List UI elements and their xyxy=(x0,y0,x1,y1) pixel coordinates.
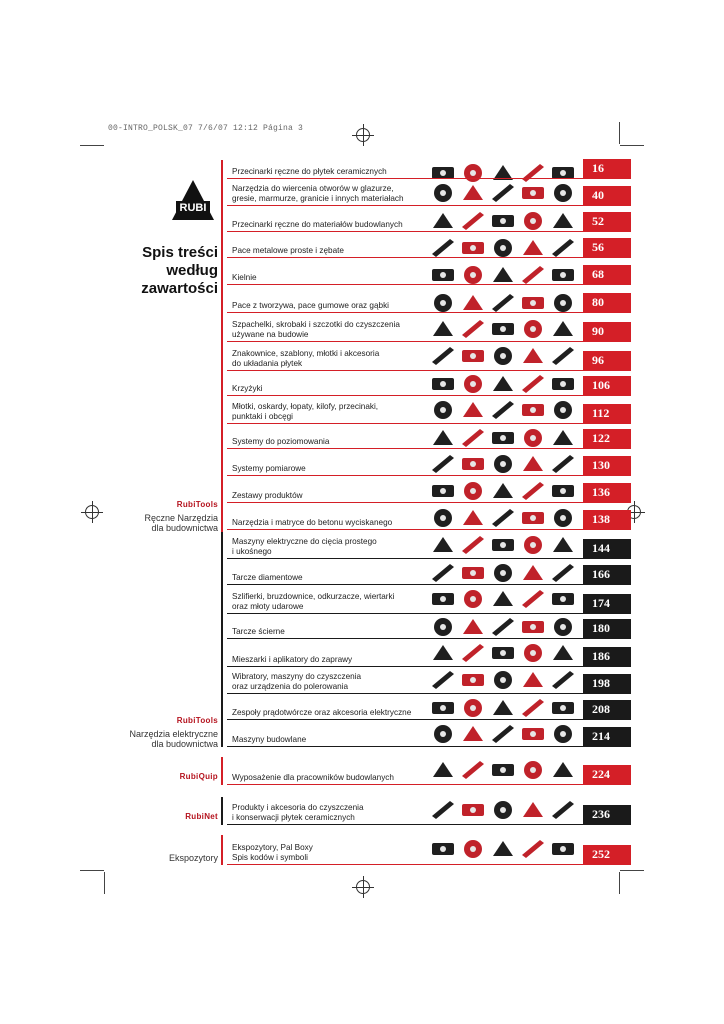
toc-entry-title: Ekspozytory, Pal Boxy Spis kodów i symboli xyxy=(232,843,313,862)
product-thumbnail-icon xyxy=(519,695,547,721)
brand-name: RubiTools xyxy=(176,500,218,509)
product-thumbnail-icon xyxy=(459,640,487,666)
product-thumbnail-icon xyxy=(459,614,487,640)
section-bar-red xyxy=(221,757,223,785)
product-thumbnail-icon xyxy=(489,560,517,586)
row-underline xyxy=(227,502,631,503)
row-underline xyxy=(227,864,631,865)
row-underline xyxy=(227,693,631,694)
product-thumbnail-icon xyxy=(459,797,487,823)
row-underline xyxy=(227,638,631,639)
product-thumbnail-icon xyxy=(549,667,577,693)
toc-entry-title: Młotki, oskardy, łopaty, kilofy, przecinaki, punktaki i obcęgi xyxy=(232,402,379,421)
product-thumbnail-icon xyxy=(459,343,487,369)
page-number-badge: 166 xyxy=(583,565,631,584)
crop-mark xyxy=(619,872,620,894)
product-thumbnail-icon xyxy=(489,371,517,397)
page-number-badge: 56 xyxy=(583,238,631,257)
row-underline xyxy=(227,284,631,285)
crop-mark xyxy=(620,870,644,871)
product-thumbnail-icon xyxy=(489,505,517,531)
title-line: według xyxy=(166,262,218,279)
page-number-badge: 224 xyxy=(583,765,631,784)
product-thumbnail-icon xyxy=(519,505,547,531)
title-line: zawartości xyxy=(141,280,218,297)
page-number-badge: 208 xyxy=(583,700,631,719)
product-thumbnail-icon xyxy=(459,451,487,477)
product-thumbnail-icon xyxy=(519,532,547,558)
toc-entry-title: Produkty i akcesoria do czyszczenia i konserwacji płytek ceramicznych xyxy=(232,803,364,822)
toc-entry[interactable] xyxy=(227,614,631,639)
product-thumbnail-icon xyxy=(429,316,457,342)
product-thumbnail-icon xyxy=(489,397,517,423)
toc-entry[interactable] xyxy=(227,532,631,559)
product-thumbnail-icon xyxy=(429,640,457,666)
product-thumbnail-icon xyxy=(429,721,457,747)
product-thumbnail-icon xyxy=(489,316,517,342)
rubi-logo xyxy=(170,178,216,224)
product-thumbnail-icon xyxy=(459,695,487,721)
product-thumbnail-icon xyxy=(429,560,457,586)
product-thumbnail-icon xyxy=(459,316,487,342)
row-underline xyxy=(227,448,631,449)
section-bar-red xyxy=(221,160,223,532)
product-thumbnail-icon xyxy=(519,640,547,666)
product-thumbnail-icon xyxy=(519,721,547,747)
page-number-badge: 180 xyxy=(583,619,631,638)
product-thumbnail-icon xyxy=(489,797,517,823)
registration-mark xyxy=(356,128,370,142)
crop-mark xyxy=(619,122,620,144)
toc-entry[interactable] xyxy=(227,586,631,614)
product-thumbnail-icon xyxy=(459,667,487,693)
brand-desc: Ręczne Narzędzia dla budownictwa xyxy=(144,513,218,533)
product-thumbnail-icon xyxy=(519,371,547,397)
page-number-badge: 40 xyxy=(583,186,631,205)
product-thumbnail-icon xyxy=(549,343,577,369)
brand-name: RubiNet xyxy=(185,812,218,821)
toc-entry[interactable] xyxy=(227,208,631,232)
product-thumbnail-icon xyxy=(459,836,487,862)
product-thumbnail-icon xyxy=(429,667,457,693)
page-number-badge: 96 xyxy=(583,351,631,370)
product-thumbnail-icon xyxy=(519,836,547,862)
product-thumbnail-icon xyxy=(459,371,487,397)
brand-label xyxy=(180,772,218,782)
page-number-badge: 174 xyxy=(583,594,631,613)
product-thumbnail-icon xyxy=(519,343,547,369)
product-thumbnail-icon xyxy=(429,695,457,721)
toc-entry-title: Znakownice, szablony, młotki i akcesoria do układania płytek xyxy=(232,349,380,368)
product-thumbnail-icon xyxy=(429,757,457,783)
product-thumbnail-icon xyxy=(519,180,547,206)
toc-entry-title: Zestawy produktów xyxy=(232,490,303,500)
product-thumbnail-icon xyxy=(549,451,577,477)
toc-entry-title: Wyposażenie dla pracowników budowlanych xyxy=(232,772,394,782)
toc-entry[interactable] xyxy=(227,235,631,258)
product-thumbnail-icon xyxy=(549,180,577,206)
product-thumbnail-icon xyxy=(489,180,517,206)
logo-text: RUBI xyxy=(179,202,207,214)
product-thumbnail-icon xyxy=(429,586,457,612)
row-underline xyxy=(227,231,631,232)
page-number-badge: 236 xyxy=(583,805,631,824)
toc-entry-title: Szlifierki, bruzdownice, odkurzacze, wiertarki oraz młoty udarowe xyxy=(232,592,395,611)
page-number-badge: 80 xyxy=(583,293,631,312)
toc-entry-title: Szpachelki, skrobaki i szczotki do czyszczenia używane na budowie xyxy=(232,320,400,339)
row-underline xyxy=(227,584,631,585)
row-underline xyxy=(227,341,631,342)
toc-entry-title: Systemy do poziomowania xyxy=(232,436,330,446)
toc-entry[interactable] xyxy=(227,397,631,424)
product-thumbnail-icon xyxy=(519,614,547,640)
product-thumbnail-icon xyxy=(429,478,457,504)
product-thumbnail-icon xyxy=(489,836,517,862)
registration-mark xyxy=(85,505,99,519)
row-underline xyxy=(227,423,631,424)
page-number-badge: 68 xyxy=(583,265,631,284)
page-number-badge: 186 xyxy=(583,647,631,666)
product-thumbnail-icon xyxy=(459,757,487,783)
product-thumbnail-icon xyxy=(489,478,517,504)
product-thumbnail-icon xyxy=(489,614,517,640)
page-title xyxy=(141,244,218,298)
page-number-badge: 106 xyxy=(583,376,631,395)
product-thumbnail-icon xyxy=(489,532,517,558)
product-thumbnail-icon xyxy=(549,371,577,397)
page-number-badge: 90 xyxy=(583,322,631,341)
brand-name: RubiTools xyxy=(176,716,218,725)
row-underline xyxy=(227,312,631,313)
toc-entry[interactable] xyxy=(227,290,631,313)
toc-entry[interactable] xyxy=(227,180,631,206)
product-thumbnail-icon xyxy=(429,371,457,397)
product-thumbnail-icon xyxy=(549,695,577,721)
section-bar-black xyxy=(221,532,223,747)
product-thumbnail-icon xyxy=(549,836,577,862)
toc-entry[interactable] xyxy=(227,160,631,179)
toc-entry[interactable] xyxy=(227,695,631,720)
toc-entry[interactable] xyxy=(227,316,631,342)
toc-entry[interactable] xyxy=(227,505,631,530)
brand-label xyxy=(129,716,218,749)
product-thumbnail-icon xyxy=(489,667,517,693)
row-underline xyxy=(227,558,631,559)
section-bar-red xyxy=(221,835,223,865)
toc-entry-title: Zespoły prądotwórcze oraz akcesoria elektryczne xyxy=(232,707,412,717)
brand-name: RubiQuip xyxy=(179,772,218,781)
product-thumbnail-icon xyxy=(429,836,457,862)
page-number-badge: 112 xyxy=(583,404,631,423)
product-thumbnail-icon xyxy=(459,505,487,531)
toc-entry[interactable] xyxy=(227,835,631,865)
page-number-badge: 144 xyxy=(583,539,631,558)
product-thumbnail-icon xyxy=(549,397,577,423)
row-underline xyxy=(227,257,631,258)
product-thumbnail-icon xyxy=(429,505,457,531)
page-number-badge: 138 xyxy=(583,510,631,529)
toc-entry-title: Pace z tworzywa, pace gumowe oraz gąbki xyxy=(232,300,390,310)
product-thumbnail-icon xyxy=(459,721,487,747)
row-underline xyxy=(227,178,631,179)
product-thumbnail-icon xyxy=(459,586,487,612)
product-thumbnail-icon xyxy=(519,316,547,342)
toc-entry[interactable] xyxy=(227,667,631,694)
product-thumbnail-icon xyxy=(549,505,577,531)
product-thumbnail-icon xyxy=(429,614,457,640)
product-thumbnail-icon xyxy=(549,721,577,747)
product-thumbnail-icon xyxy=(549,560,577,586)
product-thumbnail-icon xyxy=(429,180,457,206)
product-thumbnail-icon xyxy=(429,343,457,369)
toc-entry-title: Przecinarki ręczne do materiałów budowlanych xyxy=(232,219,403,229)
crop-mark xyxy=(104,872,105,894)
product-thumbnail-icon xyxy=(489,757,517,783)
row-underline xyxy=(227,719,631,720)
brand-label xyxy=(185,812,218,822)
brand-desc: Narzędzia elektryczne dla budownictwa xyxy=(129,729,218,749)
product-thumbnail-icon xyxy=(549,797,577,823)
product-thumbnail-icon xyxy=(459,478,487,504)
toc-entry-title: Krzyżyki xyxy=(232,383,263,393)
product-thumbnail-icon xyxy=(489,721,517,747)
toc-entry-title: Maszyny budowlane xyxy=(232,734,307,744)
product-thumbnail-icon xyxy=(549,640,577,666)
brand-label xyxy=(169,853,218,863)
toc-entry-title: Wibratory, maszyny do czyszczenia oraz urządzenia do polerowania xyxy=(232,672,362,691)
brand-label xyxy=(144,500,218,533)
product-thumbnail-icon xyxy=(459,560,487,586)
toc-entry[interactable] xyxy=(227,797,631,825)
page-number-badge: 122 xyxy=(583,429,631,448)
toc-entry[interactable] xyxy=(227,478,631,503)
product-thumbnail-icon xyxy=(519,667,547,693)
toc-entry-title: Narzędzia do wiercenia otworów w glazurze, gresie, marmurze, granicie i innych materiałach xyxy=(232,184,404,203)
product-thumbnail-icon xyxy=(429,797,457,823)
toc-entry[interactable] xyxy=(227,640,631,667)
product-thumbnail-icon xyxy=(459,397,487,423)
crop-mark xyxy=(80,145,104,146)
toc-entry-title: Systemy pomiarowe xyxy=(232,463,306,473)
product-thumbnail-icon xyxy=(489,586,517,612)
row-underline xyxy=(227,784,631,785)
page-number-badge: 198 xyxy=(583,674,631,693)
toc-entry-title: Maszyny elektryczne do cięcia prostego i ukośnego xyxy=(232,537,377,556)
toc-entry-title: Przecinarki ręczne do płytek ceramicznych xyxy=(232,166,387,176)
product-thumbnail-icon xyxy=(429,451,457,477)
row-underline xyxy=(227,395,631,396)
product-thumbnail-icon xyxy=(519,586,547,612)
title-line: Spis treści xyxy=(142,244,218,261)
product-thumbnail-icon xyxy=(519,757,547,783)
toc-entry[interactable] xyxy=(227,560,631,585)
product-thumbnail-icon xyxy=(519,478,547,504)
toc-entry-title: Kielnie xyxy=(232,272,257,282)
toc-entry-title: Narzędzia i matryce do betonu wyciskanego xyxy=(232,517,393,527)
page-number-badge: 136 xyxy=(583,483,631,502)
toc-entry-title: Tarcze ścierne xyxy=(232,626,285,636)
product-thumbnail-icon xyxy=(459,180,487,206)
product-thumbnail-icon xyxy=(549,586,577,612)
product-thumbnail-icon xyxy=(549,614,577,640)
row-underline xyxy=(227,746,631,747)
toc-entry[interactable] xyxy=(227,343,631,371)
product-thumbnail-icon xyxy=(549,532,577,558)
registration-mark xyxy=(356,880,370,894)
product-thumbnail-icon xyxy=(489,343,517,369)
product-thumbnail-icon xyxy=(489,640,517,666)
toc-entry[interactable] xyxy=(227,721,631,747)
product-thumbnail-icon xyxy=(549,478,577,504)
print-slug: 00-INTRO_POLSK_07 7/6/07 12:12 Página 3 xyxy=(108,124,304,133)
product-thumbnail-icon xyxy=(489,451,517,477)
page-number-badge: 130 xyxy=(583,456,631,475)
product-thumbnail-icon xyxy=(519,397,547,423)
row-underline xyxy=(227,824,631,825)
product-thumbnail-icon xyxy=(549,757,577,783)
product-thumbnail-icon xyxy=(489,695,517,721)
crop-mark xyxy=(80,870,104,871)
toc-entry[interactable] xyxy=(227,425,631,449)
product-thumbnail-icon xyxy=(519,797,547,823)
product-thumbnail-icon xyxy=(549,316,577,342)
crop-mark xyxy=(620,145,644,146)
page-number-badge: 252 xyxy=(583,845,631,864)
product-thumbnail-icon xyxy=(519,451,547,477)
toc-entry-title: Mieszarki i aplikatory do zaprawy xyxy=(232,654,353,664)
section-bar-black xyxy=(221,797,223,825)
toc-entry[interactable] xyxy=(227,371,631,396)
page-number-badge: 52 xyxy=(583,212,631,231)
brand-desc: Ekspozytory xyxy=(168,853,218,863)
product-thumbnail-icon xyxy=(429,397,457,423)
toc-entry[interactable] xyxy=(227,757,631,785)
toc-entry[interactable] xyxy=(227,262,631,285)
product-thumbnail-icon xyxy=(459,532,487,558)
page-number-badge: 214 xyxy=(583,727,631,746)
row-underline xyxy=(227,529,631,530)
product-thumbnail-icon xyxy=(519,560,547,586)
row-underline xyxy=(227,205,631,206)
page-number-badge: 16 xyxy=(583,159,631,178)
toc-entry[interactable] xyxy=(227,451,631,476)
row-underline xyxy=(227,475,631,476)
toc-entry-title: Tarcze diamentowe xyxy=(232,572,303,582)
toc-entry-title: Pace metalowe proste i zębate xyxy=(232,245,344,255)
product-thumbnail-icon xyxy=(429,532,457,558)
